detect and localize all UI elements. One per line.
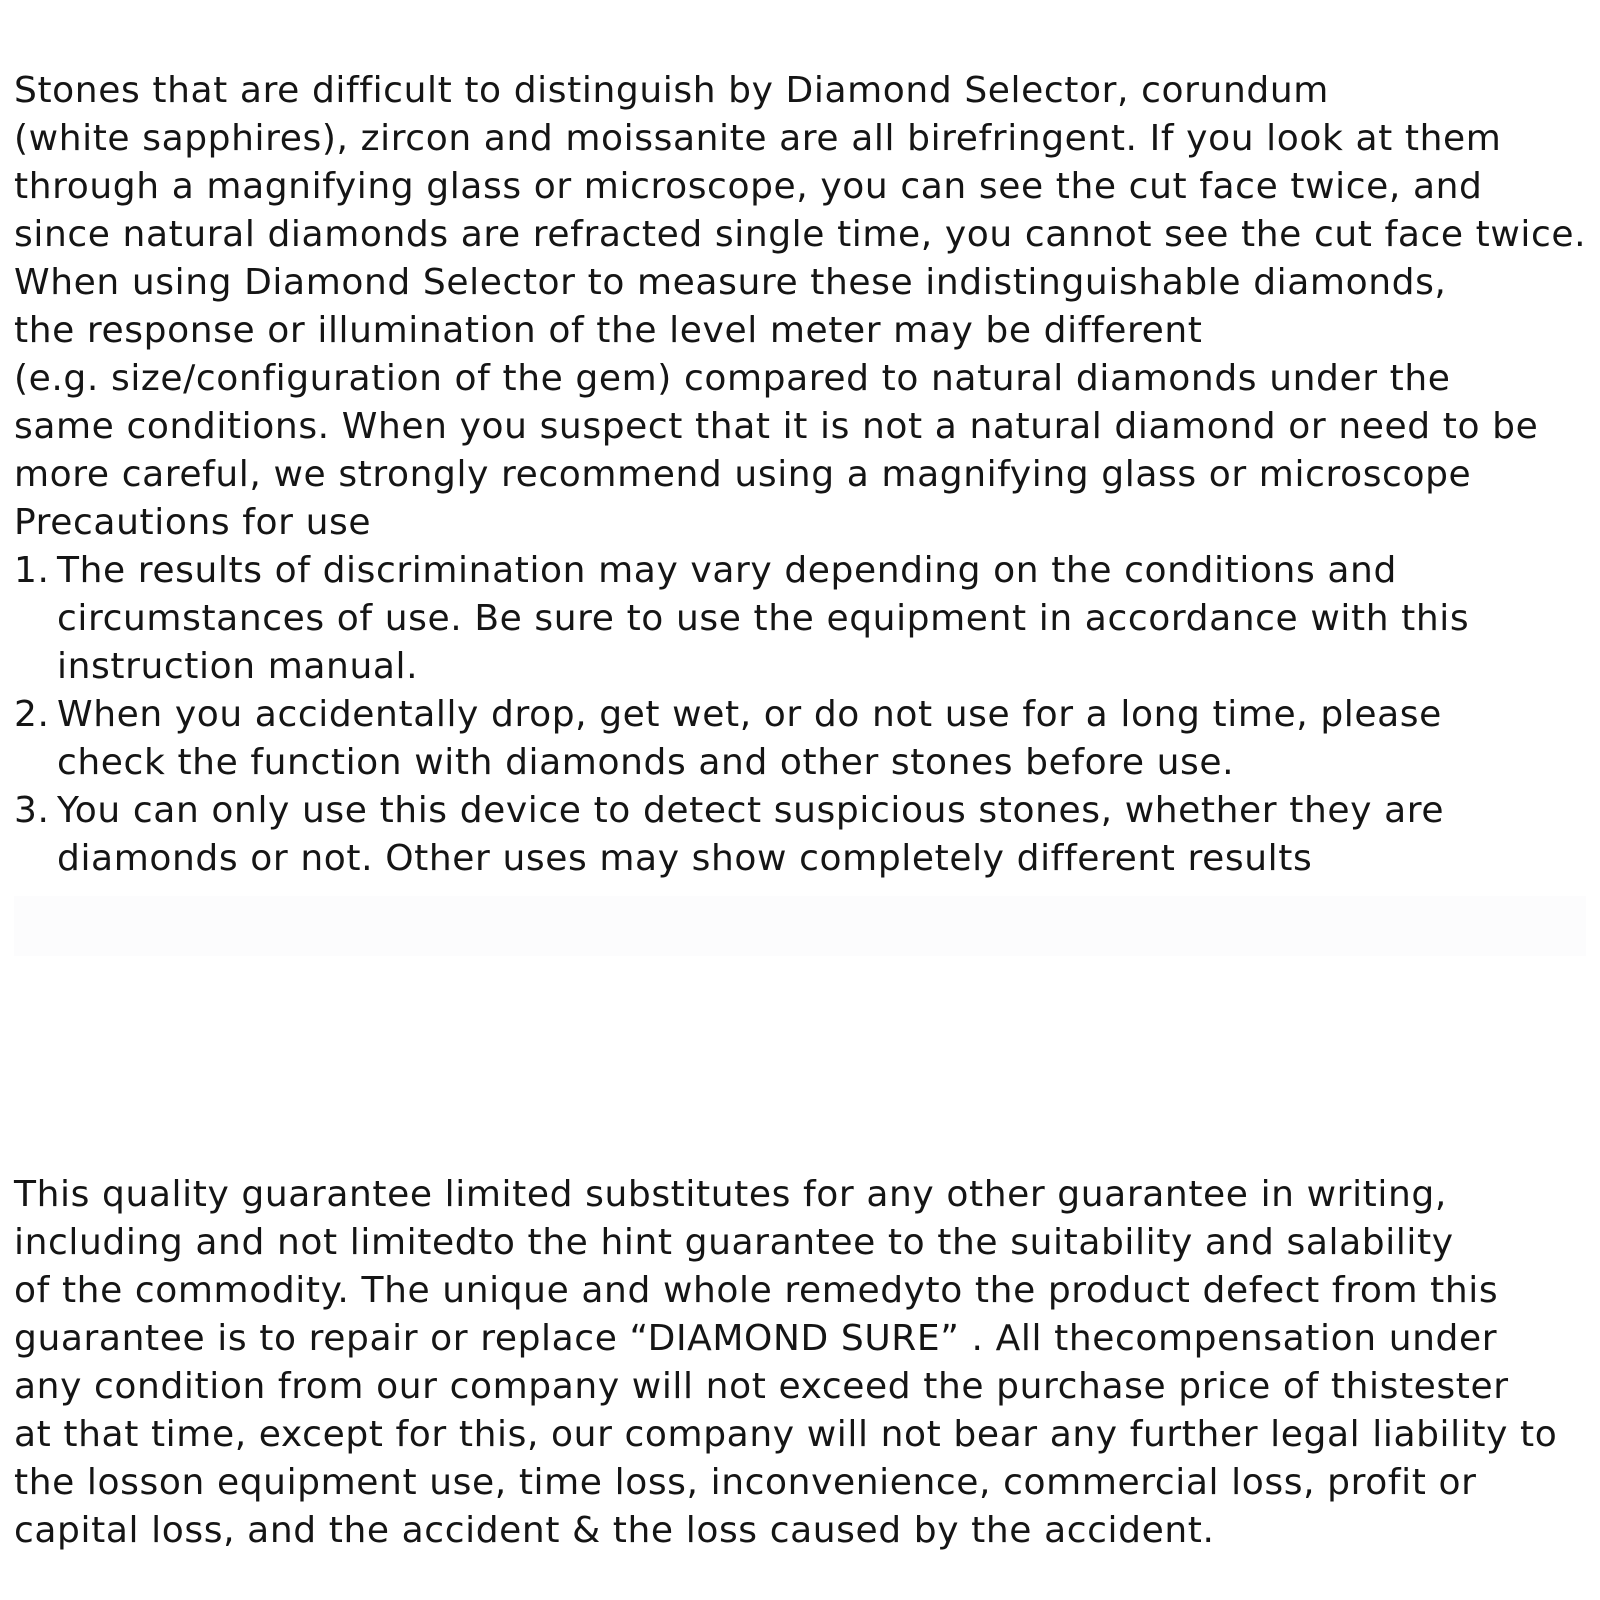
list-item-line: instruction manual. (57, 646, 419, 687)
list-item-line: When you accidentally drop, get wet, or do not use for a long time, please (57, 694, 1442, 735)
list-item-line: check the function with diamonds and other stones before use. (57, 742, 1235, 783)
paragraph-line: more careful, we strongly recommend using a magnifying glass or microscope (14, 454, 1472, 495)
paragraph-line: (e.g. size/configuration of the gem) compared to natural diamonds under the (14, 358, 1451, 399)
list-item-number: 1. (14, 550, 50, 591)
paragraph-line: This quality guarantee limited substitutes for any other guarantee in writing, (14, 1174, 1447, 1215)
list-item-number: 2. (14, 694, 50, 735)
precautions-heading: Precautions for use (14, 502, 372, 543)
list-item-line: You can only use this device to detect suspicious stones, whether they are (57, 790, 1445, 831)
paragraph-line: through a magnifying glass or microscope, you can see the cut face twice, and (14, 166, 1483, 207)
list-item-line: diamonds or not. Other uses may show completely different results (57, 838, 1313, 879)
paragraph-line: since natural diamonds are refracted single time, you cannot see the cut face twice. (14, 214, 1587, 255)
paragraph-line: guarantee is to repair or replace “DIAMOND SURE” . All thecompensation under (14, 1318, 1498, 1359)
paragraph-line: capital loss, and the accident & the loss caused by the accident. (14, 1510, 1215, 1551)
list-item-number: 3. (14, 790, 50, 831)
list-item-line: The results of discrimination may vary depending on the conditions and (57, 550, 1397, 591)
background-panel (14, 896, 1586, 956)
paragraph-line: of the commodity. The unique and whole remedyto the product defect from this (14, 1270, 1499, 1311)
paragraph-line: the losson equipment use, time loss, inconvenience, commercial loss, profit or (14, 1462, 1477, 1503)
paragraph-line: When using Diamond Selector to measure these indistinguishable diamonds, (14, 262, 1447, 303)
paragraph-line: (white sapphires), zircon and moissanite are all birefringent. If you look at them (14, 118, 1502, 159)
paragraph-line: any condition from our company will not exceed the purchase price of thistester (14, 1366, 1509, 1407)
paragraph-line: Stones that are difficult to distinguish by Diamond Selector, corundum (14, 70, 1329, 111)
paragraph-line: at that time, except for this, our company will not bear any further legal liability to (14, 1414, 1558, 1455)
paragraph-line: the response or illumination of the level meter may be different (14, 310, 1203, 351)
list-item-line: circumstances of use. Be sure to use the equipment in accordance with this (57, 598, 1470, 639)
paragraph-line: including and not limitedto the hint guarantee to the suitability and salability (14, 1222, 1454, 1263)
paragraph-line: same conditions. When you suspect that it is not a natural diamond or need to be (14, 406, 1539, 447)
